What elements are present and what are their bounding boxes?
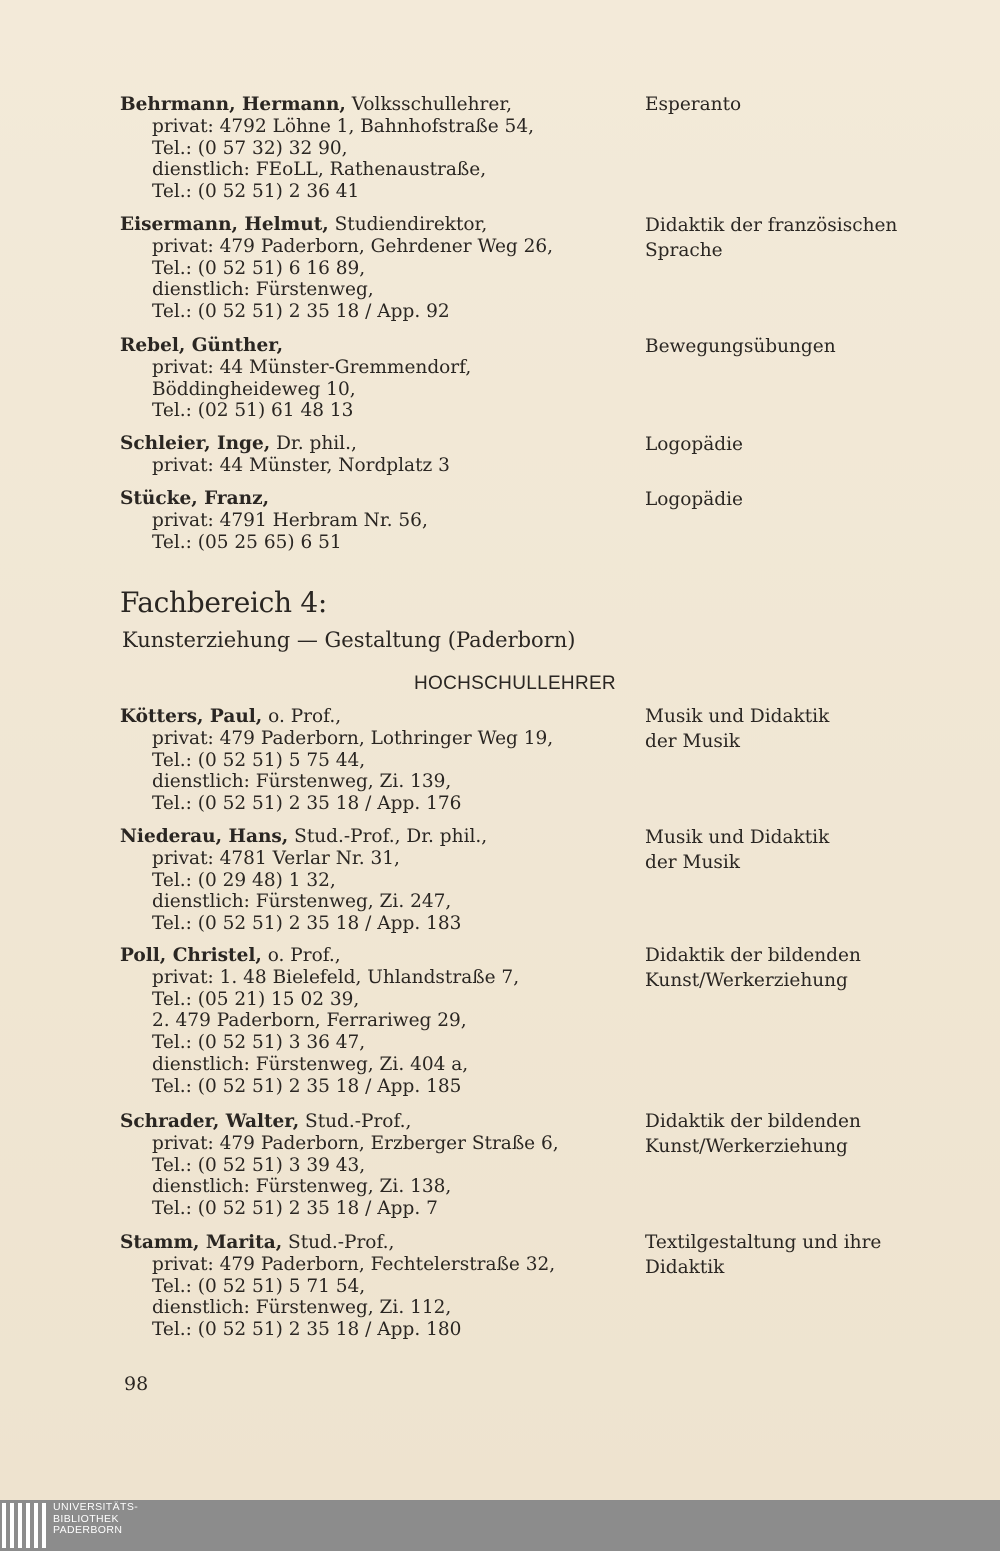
- person-title: Stud.-Prof.,: [282, 1232, 395, 1253]
- person-name: Niederau, Hans,: [120, 826, 289, 847]
- address-line: Tel.: (0 52 51) 2 35 18 / App. 183: [152, 913, 462, 935]
- person-name: Poll, Christel,: [120, 945, 262, 966]
- subject-line: Logopädie: [645, 434, 743, 455]
- address-line: Tel.: (0 52 51) 2 35 18 / App. 176: [152, 793, 462, 815]
- entry-address-block: [120, 94, 620, 203]
- address-line: dienstlich: Fürstenweg, Zi. 138,: [152, 1176, 452, 1198]
- subject-line: Didaktik der bildenden: [645, 1111, 861, 1132]
- address-line: dienstlich: Fürstenweg, Zi. 247,: [152, 891, 452, 913]
- address-line: Tel.: (0 52 51) 2 35 18 / App. 92: [152, 301, 450, 323]
- entry-subject: [645, 487, 945, 512]
- subject-line: Kunst/Werkerziehung: [645, 970, 848, 991]
- address-line: Tel.: (0 52 51) 5 75 44,: [152, 749, 366, 771]
- entry-heading: [120, 488, 620, 510]
- person-title: o. Prof.,: [261, 945, 341, 966]
- subject-line: der Musik: [645, 731, 740, 752]
- subject-line: Esperanto: [645, 94, 742, 115]
- address-line: privat: 4791 Herbram Nr. 56,: [152, 509, 428, 531]
- entry-heading: [120, 826, 620, 848]
- section-title: Fachbereich 4:: [120, 586, 328, 619]
- person-name: Stamm, Marita,: [120, 1232, 283, 1253]
- address-line: Böddingheideweg 10,: [152, 378, 356, 400]
- address-line: privat: 44 Münster, Nordplatz 3: [152, 454, 450, 476]
- entry-address-block: [120, 826, 620, 935]
- person-title: Studiendirektor,: [328, 214, 488, 235]
- subject-line: Musik und Didaktik: [645, 827, 830, 848]
- person-name: Kötters, Paul,: [120, 706, 263, 727]
- entry-address-block: [120, 1111, 620, 1220]
- person-title: o. Prof.,: [262, 706, 342, 727]
- address-line: Tel.: (05 21) 15 02 39,: [152, 988, 360, 1010]
- address-line: Tel.: (02 51) 61 48 13: [152, 400, 354, 422]
- address-line: privat: 479 Paderborn, Fechtelerstraße 32,: [152, 1253, 556, 1275]
- entry-address-block: [120, 945, 620, 1098]
- person-title: Dr. phil.,: [270, 433, 357, 454]
- person-name: Schrader, Walter,: [120, 1111, 300, 1132]
- entry-address-block: [120, 214, 620, 323]
- entry-subject: [645, 432, 945, 457]
- subject-line: Sprache: [645, 240, 723, 261]
- address-line: privat: 4792 Löhne 1, Bahnhofstraße 54,: [152, 115, 534, 137]
- entry-address-block: [120, 335, 620, 422]
- entry-heading: [120, 214, 620, 236]
- person-name: Rebel, Günther,: [120, 335, 284, 356]
- entry-subject: [645, 213, 945, 263]
- logo-line: UNIVERSITÄTS-: [53, 1501, 139, 1513]
- address-line: dienstlich: Fürstenweg, Zi. 404 a,: [152, 1053, 469, 1075]
- entry-heading: [120, 94, 620, 116]
- entry-heading: [120, 335, 620, 357]
- address-line: Tel.: (0 57 32) 32 90,: [152, 137, 348, 159]
- entry-subject: [645, 943, 945, 993]
- person-name: Stücke, Franz,: [120, 488, 270, 509]
- subject-line: Kunst/Werkerziehung: [645, 1136, 848, 1157]
- address-line: Tel.: (0 52 51) 6 16 89,: [152, 257, 366, 279]
- entry-subject: [645, 334, 945, 359]
- entry-heading: [120, 1111, 620, 1133]
- subject-line: Musik und Didaktik: [645, 706, 830, 727]
- subject-line: Bewegungsübungen: [645, 336, 836, 357]
- address-line: privat: 44 Münster-Gremmendorf,: [152, 356, 472, 378]
- entry-subject: [645, 1109, 945, 1159]
- entry-subject: [645, 704, 945, 754]
- address-line: 2. 479 Paderborn, Ferrariweg 29,: [152, 1010, 467, 1032]
- person-name: Eisermann, Helmut,: [120, 214, 329, 235]
- entry-heading: [120, 945, 620, 967]
- subject-line: Textilgestaltung und ihre: [645, 1232, 882, 1253]
- subject-line: Didaktik der französischen: [645, 215, 898, 236]
- ulb-barcode-logo-icon: [2, 1503, 46, 1548]
- address-line: privat: 479 Paderborn, Lothringer Weg 19,: [152, 727, 554, 749]
- address-line: Tel.: (0 52 51) 5 71 54,: [152, 1275, 366, 1297]
- address-line: Tel.: (0 52 51) 2 36 41: [152, 181, 360, 203]
- address-line: dienstlich: Fürstenweg, Zi. 139,: [152, 771, 452, 793]
- person-title: Stud.-Prof., Dr. phil.,: [288, 826, 488, 847]
- entry-subject: [645, 92, 945, 117]
- address-line: dienstlich: FEoLL, Rathenaustraße,: [152, 159, 487, 181]
- address-line: Tel.: (0 52 51) 3 36 47,: [152, 1032, 366, 1054]
- entry-heading: [120, 433, 620, 455]
- address-line: dienstlich: Fürstenweg, Zi. 112,: [152, 1297, 452, 1319]
- subject-line: der Musik: [645, 852, 740, 873]
- address-line: Tel.: (0 52 51) 2 35 18 / App. 7: [152, 1198, 438, 1220]
- address-line: privat: 1. 48 Bielefeld, Uhlandstraße 7,: [152, 966, 520, 988]
- subject-line: Logopädie: [645, 489, 743, 510]
- person-name: Schleier, Inge,: [120, 433, 271, 454]
- person-title: Volksschullehrer,: [345, 94, 513, 115]
- address-line: Tel.: (0 52 51) 2 35 18 / App. 185: [152, 1075, 462, 1097]
- address-line: Tel.: (0 52 51) 2 35 18 / App. 180: [152, 1319, 462, 1341]
- address-line: Tel.: (05 25 65) 6 51: [152, 531, 342, 553]
- address-line: Tel.: (0 29 48) 1 32,: [152, 869, 336, 891]
- entry-address-block: [120, 1232, 620, 1341]
- subject-line: Didaktik der bildenden: [645, 945, 861, 966]
- entry-subject: [645, 1230, 945, 1280]
- address-line: privat: 4781 Verlar Nr. 31,: [152, 847, 400, 869]
- address-line: privat: 479 Paderborn, Erzberger Straße 6,: [152, 1132, 559, 1154]
- entry-address-block: [120, 433, 620, 477]
- person-name: Behrmann, Hermann,: [120, 94, 346, 115]
- library-logo-text: [53, 1502, 138, 1537]
- entry-address-block: [120, 706, 620, 815]
- page-number: 98: [124, 1373, 149, 1395]
- section-subtitle: Kunsterziehung — Gestaltung (Paderborn): [122, 628, 576, 652]
- library-footer-bar: [0, 1500, 1000, 1551]
- section-subheading: HOCHSCHULLEHRER: [414, 673, 616, 694]
- person-title: Stud.-Prof.,: [299, 1111, 412, 1132]
- entry-address-block: [120, 488, 620, 553]
- address-line: Tel.: (0 52 51) 3 39 43,: [152, 1154, 366, 1176]
- address-line: dienstlich: Fürstenweg,: [152, 279, 374, 301]
- entry-heading: [120, 706, 620, 728]
- entry-heading: [120, 1232, 620, 1254]
- logo-line: PADERBORN: [53, 1524, 123, 1536]
- logo-line: BIBLIOTHEK: [53, 1512, 119, 1525]
- address-line: privat: 479 Paderborn, Gehrdener Weg 26,: [152, 235, 554, 257]
- entry-subject: [645, 825, 945, 875]
- subject-line: Didaktik: [645, 1257, 725, 1278]
